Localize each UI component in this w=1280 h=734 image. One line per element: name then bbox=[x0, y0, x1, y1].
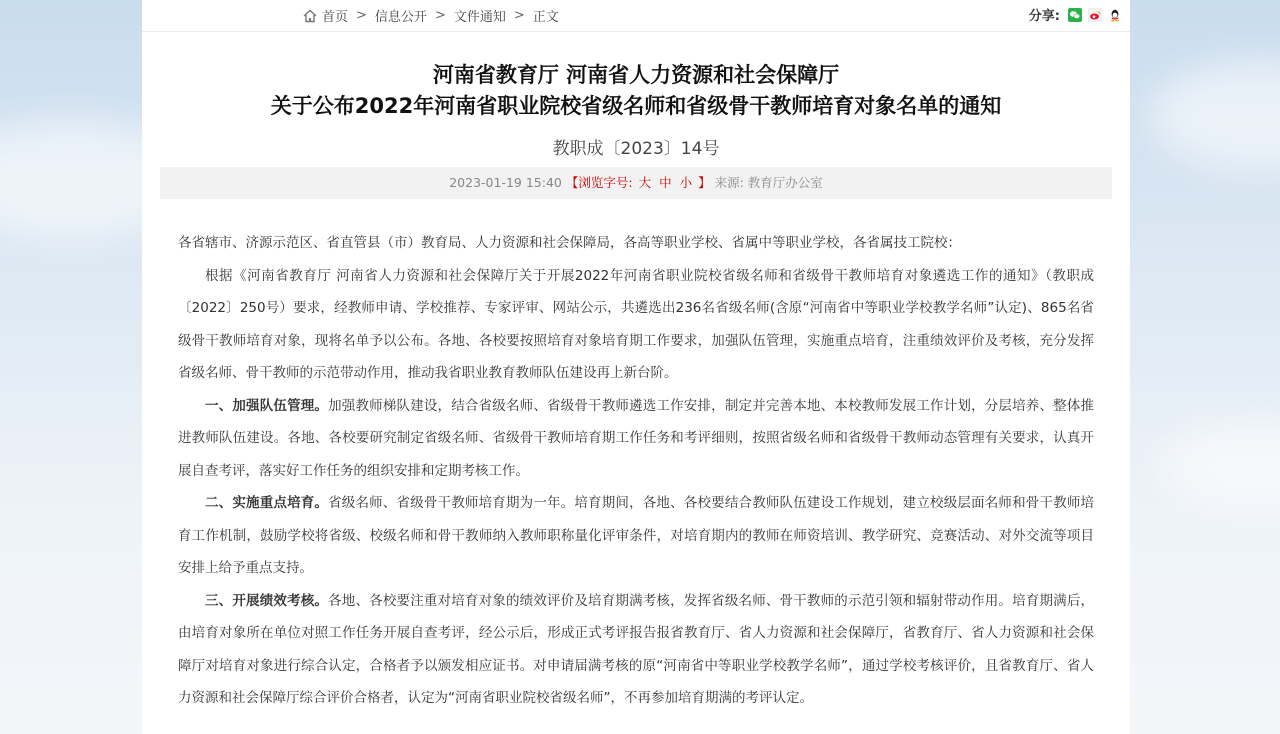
section-2-heading: 二、实施重点培育。 bbox=[205, 495, 329, 511]
section-1-heading: 一、加强队伍管理。 bbox=[205, 397, 329, 414]
wechat-icon[interactable] bbox=[1068, 8, 1082, 22]
font-size-small-button[interactable]: 小 bbox=[679, 175, 693, 190]
intro-paragraph: 根据《河南省教育厅 河南省人力资源和社会保障厅关于开展2022年河南省职业院校省级名师和省级骨干教师培育对象遴选工作的通知》（教职成〔2022〕250号）要求，经教师申请、学校推荐、专家评审、网站公示，共遴选出236名省级名师(含原“河南省中等职业学校教学名师”认定)、865名省级骨干教师培育对象，现将名单予以公布。各地、各校要按照培育对象培育期工作要求，加强队伍管理，实施重点培育，注重绩效评价及考核，充分发挥省级名师、骨干教师的示范带动作用，推动我省职业教育教师队伍建设再上新台阶。 bbox=[178, 267, 1094, 381]
breadcrumb-info-public[interactable]: 信息公开 bbox=[374, 10, 427, 25]
article-title bbox=[142, 60, 1130, 122]
top-bar bbox=[142, 0, 1130, 32]
breadcrumb-file-notices[interactable]: 文件通知 bbox=[453, 10, 506, 25]
qq-icon[interactable] bbox=[1108, 8, 1122, 22]
document-number: 教职成〔2023〕14号 bbox=[552, 139, 720, 159]
article-page bbox=[142, 0, 1130, 734]
font-size-large-button[interactable]: 大 bbox=[638, 175, 652, 190]
salutation-paragraph: 各省辖市、济源示范区、省直管县（市）教育局、人力资源和社会保障局，各高等职业学校、省属中等职业学校，各省属技工院校： bbox=[178, 235, 961, 251]
share-bar bbox=[1029, 5, 1122, 24]
section-2-body: 省级名师、省级骨干教师培育期为一年。培育期间，各地、各校要结合教师队伍建设工作规划，建立校级层面名师和骨干教师培育工作机制，鼓励学校将省级、校级名师和骨干教师纳入教师职称量化评审条件，对培育期内的教师在师资培训、教学研究、竞赛活动、对外交流等项目安排上给予重点支持。 bbox=[178, 495, 1095, 576]
breadcrumb-current: 正文 bbox=[532, 10, 559, 25]
article-title-line1: 河南省教育厅 河南省人力资源和社会保障厅 bbox=[432, 63, 840, 87]
publish-date: 2023-01-19 15:40 bbox=[449, 175, 562, 190]
home-icon[interactable] bbox=[302, 8, 318, 24]
breadcrumb-separator: > bbox=[513, 8, 525, 23]
article-title-line2: 关于公布2022年河南省职业院校省级名师和省级骨干教师培育对象名单的通知 bbox=[270, 94, 1002, 118]
weibo-icon[interactable] bbox=[1088, 8, 1102, 22]
section-1-paragraph bbox=[178, 390, 1094, 488]
section-3-body: 各地、各校要注重对培育对象的绩效评价及培育期满考核，发挥省级名师、骨干教师的示范引领和辐射带动作用。培育期满后，由培育对象所在单位对照工作任务开展自查考评，经公示后，形成正式考评报告报省教育厅、省人力资源和社会保障厅，省教育厅、省人力资源和社会保障厅对培育对象进行综合认定，合格者予以颁发相应证书。对申请届满考核的原“河南省中等职业学校教学名师”，通过学校考核评价，且省教育厅、省人力资源和社会保障厅综合评价合格者，认定为“河南省职业院校省级名师”，不再参加培育期满的考评认定。 bbox=[178, 592, 1095, 706]
article-source: 来源: 教育厅办公室 bbox=[714, 175, 823, 190]
article-meta-bar bbox=[160, 167, 1112, 199]
breadcrumb-separator: > bbox=[356, 8, 367, 23]
font-size-label-close: 】 bbox=[698, 175, 711, 190]
section-2-paragraph bbox=[178, 487, 1094, 585]
section-1-body: 加强教师梯队建设，结合省级名师、省级骨干教师遴选工作安排，制定并完善本地、本校教师发展工作计划，分层培养、整体推进教师队伍建设。各地、各校要研究制定省级名师、省级骨干教师培育期工作任务和考评细则，按照省级名师和省级骨干教师动态管理有关要求，认真开展自查考评，落实好工作任务的组织安排和定期考核工作。 bbox=[178, 397, 1095, 479]
background-cloud bbox=[1160, 420, 1280, 510]
font-size-label-open: 【浏览字号: bbox=[565, 175, 633, 190]
breadcrumb bbox=[302, 6, 559, 25]
breadcrumb-separator: > bbox=[434, 8, 446, 23]
section-3-heading: 三、开展绩效考核。 bbox=[205, 592, 329, 609]
share-label: 分享: bbox=[1028, 9, 1060, 24]
font-size-control bbox=[566, 175, 715, 190]
section-3-paragraph bbox=[178, 585, 1094, 715]
font-size-medium-button[interactable]: 中 bbox=[659, 175, 672, 190]
breadcrumb-home[interactable]: 首页 bbox=[322, 10, 349, 25]
article-body bbox=[142, 227, 1130, 715]
background-cloud bbox=[1150, 60, 1280, 170]
